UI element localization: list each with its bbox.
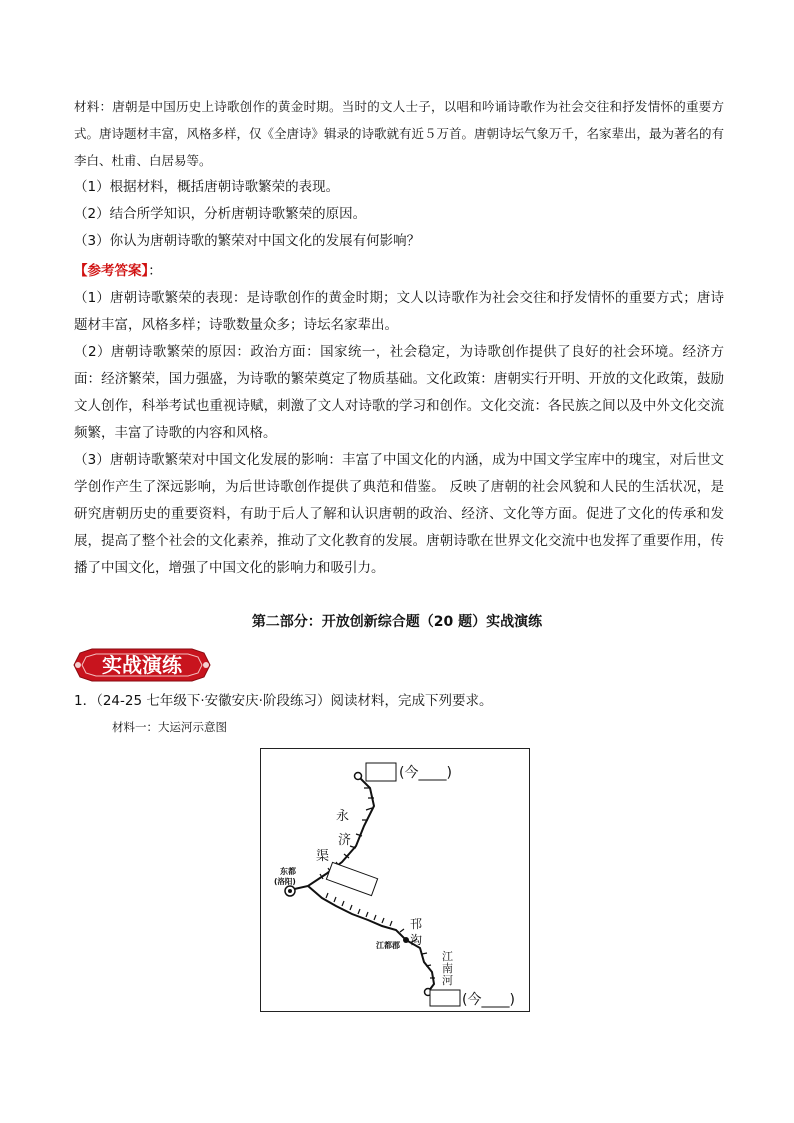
question-2: （2）结合所学知识，分析唐朝诗歌繁荣的原因。 (74, 206, 367, 222)
section-title: 第二部分：开放创新综合题（20 题）实战演练 (251, 614, 543, 630)
jiangdu-marker (403, 937, 409, 943)
answer-2: （2）唐朝诗歌繁荣的原因：政治方面：国家统一，社会稳定，为诗歌创作提供了良好的社会环境。经济方面：经济繁荣，国力强盛，为诗歌的繁荣奠定了物质基础。文化政策：唐朝实行开明、开放的文化政策，鼓励文人创作，科举考试也重视诗赋，刺激了文人对诗歌的学习和创作。文化交流：各民族之间以及中外文化交流频繁，丰富了诗歌的内容和风格。 (74, 344, 724, 441)
bottom-label: (今____) (462, 992, 515, 1008)
answer-1: （1）唐朝诗歌繁荣的表现：是诗歌创作的黄金时期；文人以诗歌作为社会交往和抒发情怀的重要方式；唐诗题材丰富，风格多样；诗歌数量众多；诗坛名家辈出。 (74, 290, 724, 333)
jiangnan-char-1: 江 (442, 950, 453, 963)
handu-char-1: 邗 (410, 917, 423, 931)
answer-3: （3）唐朝诗歌繁荣对中国文化发展的影响：丰富了中国文化的内涵，成为中国文学宝库中的瑰宝，对后世文学创作产生了深远影响，为后世诗歌创作提供了典范和借鉴。 反映了唐朝的社会风貌和人民的生活状况，是研究唐朝历史的重要资料，有助于后人了解和认识唐朝的政治、经济、文化等方面。促进了文化的传承和发展，提高了整个社会的文化素养，推动了文化教育的发展。唐朝诗歌在世界文化交流中也发挥了重要作用，传播了中国文化，增强了中国文化的影响力和吸引力。 (74, 452, 724, 576)
question1-text: 1．（24-25 七年级下·安徽安庆·阶段练习）阅读材料，完成下列要求。 (74, 693, 493, 709)
question-1: （1）根据材料，概括唐朝诗歌繁荣的表现。 (74, 179, 340, 195)
jiangdu-label: 江都郡 (376, 941, 400, 950)
practice-banner (70, 645, 214, 685)
yongji-char-1: 永 (336, 809, 350, 824)
luoyang-label: (洛阳) (274, 877, 296, 886)
answer-heading: 【参考答案】 (74, 263, 149, 279)
north-endpoint (355, 773, 362, 780)
jiangnan-char-3: 河 (442, 974, 453, 987)
yongji-char-3: 渠 (316, 849, 330, 864)
material-text: 材料：唐朝是中国历史上诗歌创作的黄金时期。当时的文人士子，以唱和吟诵诗歌作为社会交往和抒发情怀的重要方式。唐诗题材丰富，风格多样，仅《全唐诗》辑录的诗歌就有近５万首。唐朝诗坛气象万千，名家辈出，最为著名的有李白、杜甫、白居易等。 (74, 99, 725, 168)
bottom-blank-box (430, 990, 460, 1006)
dongdu-label: 东都 (280, 867, 296, 876)
top-label: (今____) (399, 765, 452, 781)
material1-label: 材料一：大运河示意图 (112, 720, 227, 734)
banner-text: 实战演练 (102, 653, 182, 677)
answer-colon: ： (148, 263, 162, 279)
jiangnan-char-2: 南 (442, 962, 453, 975)
yongji-char-2: 济 (338, 833, 352, 848)
handu-char-2: 沟 (410, 933, 423, 947)
question-3: （3）你认为唐朝诗歌的繁荣对中国文化的发展有何影响？ (74, 233, 421, 249)
top-blank-box (366, 763, 396, 781)
answer-heading-line (74, 258, 162, 285)
grand-canal-map (260, 748, 530, 1012)
